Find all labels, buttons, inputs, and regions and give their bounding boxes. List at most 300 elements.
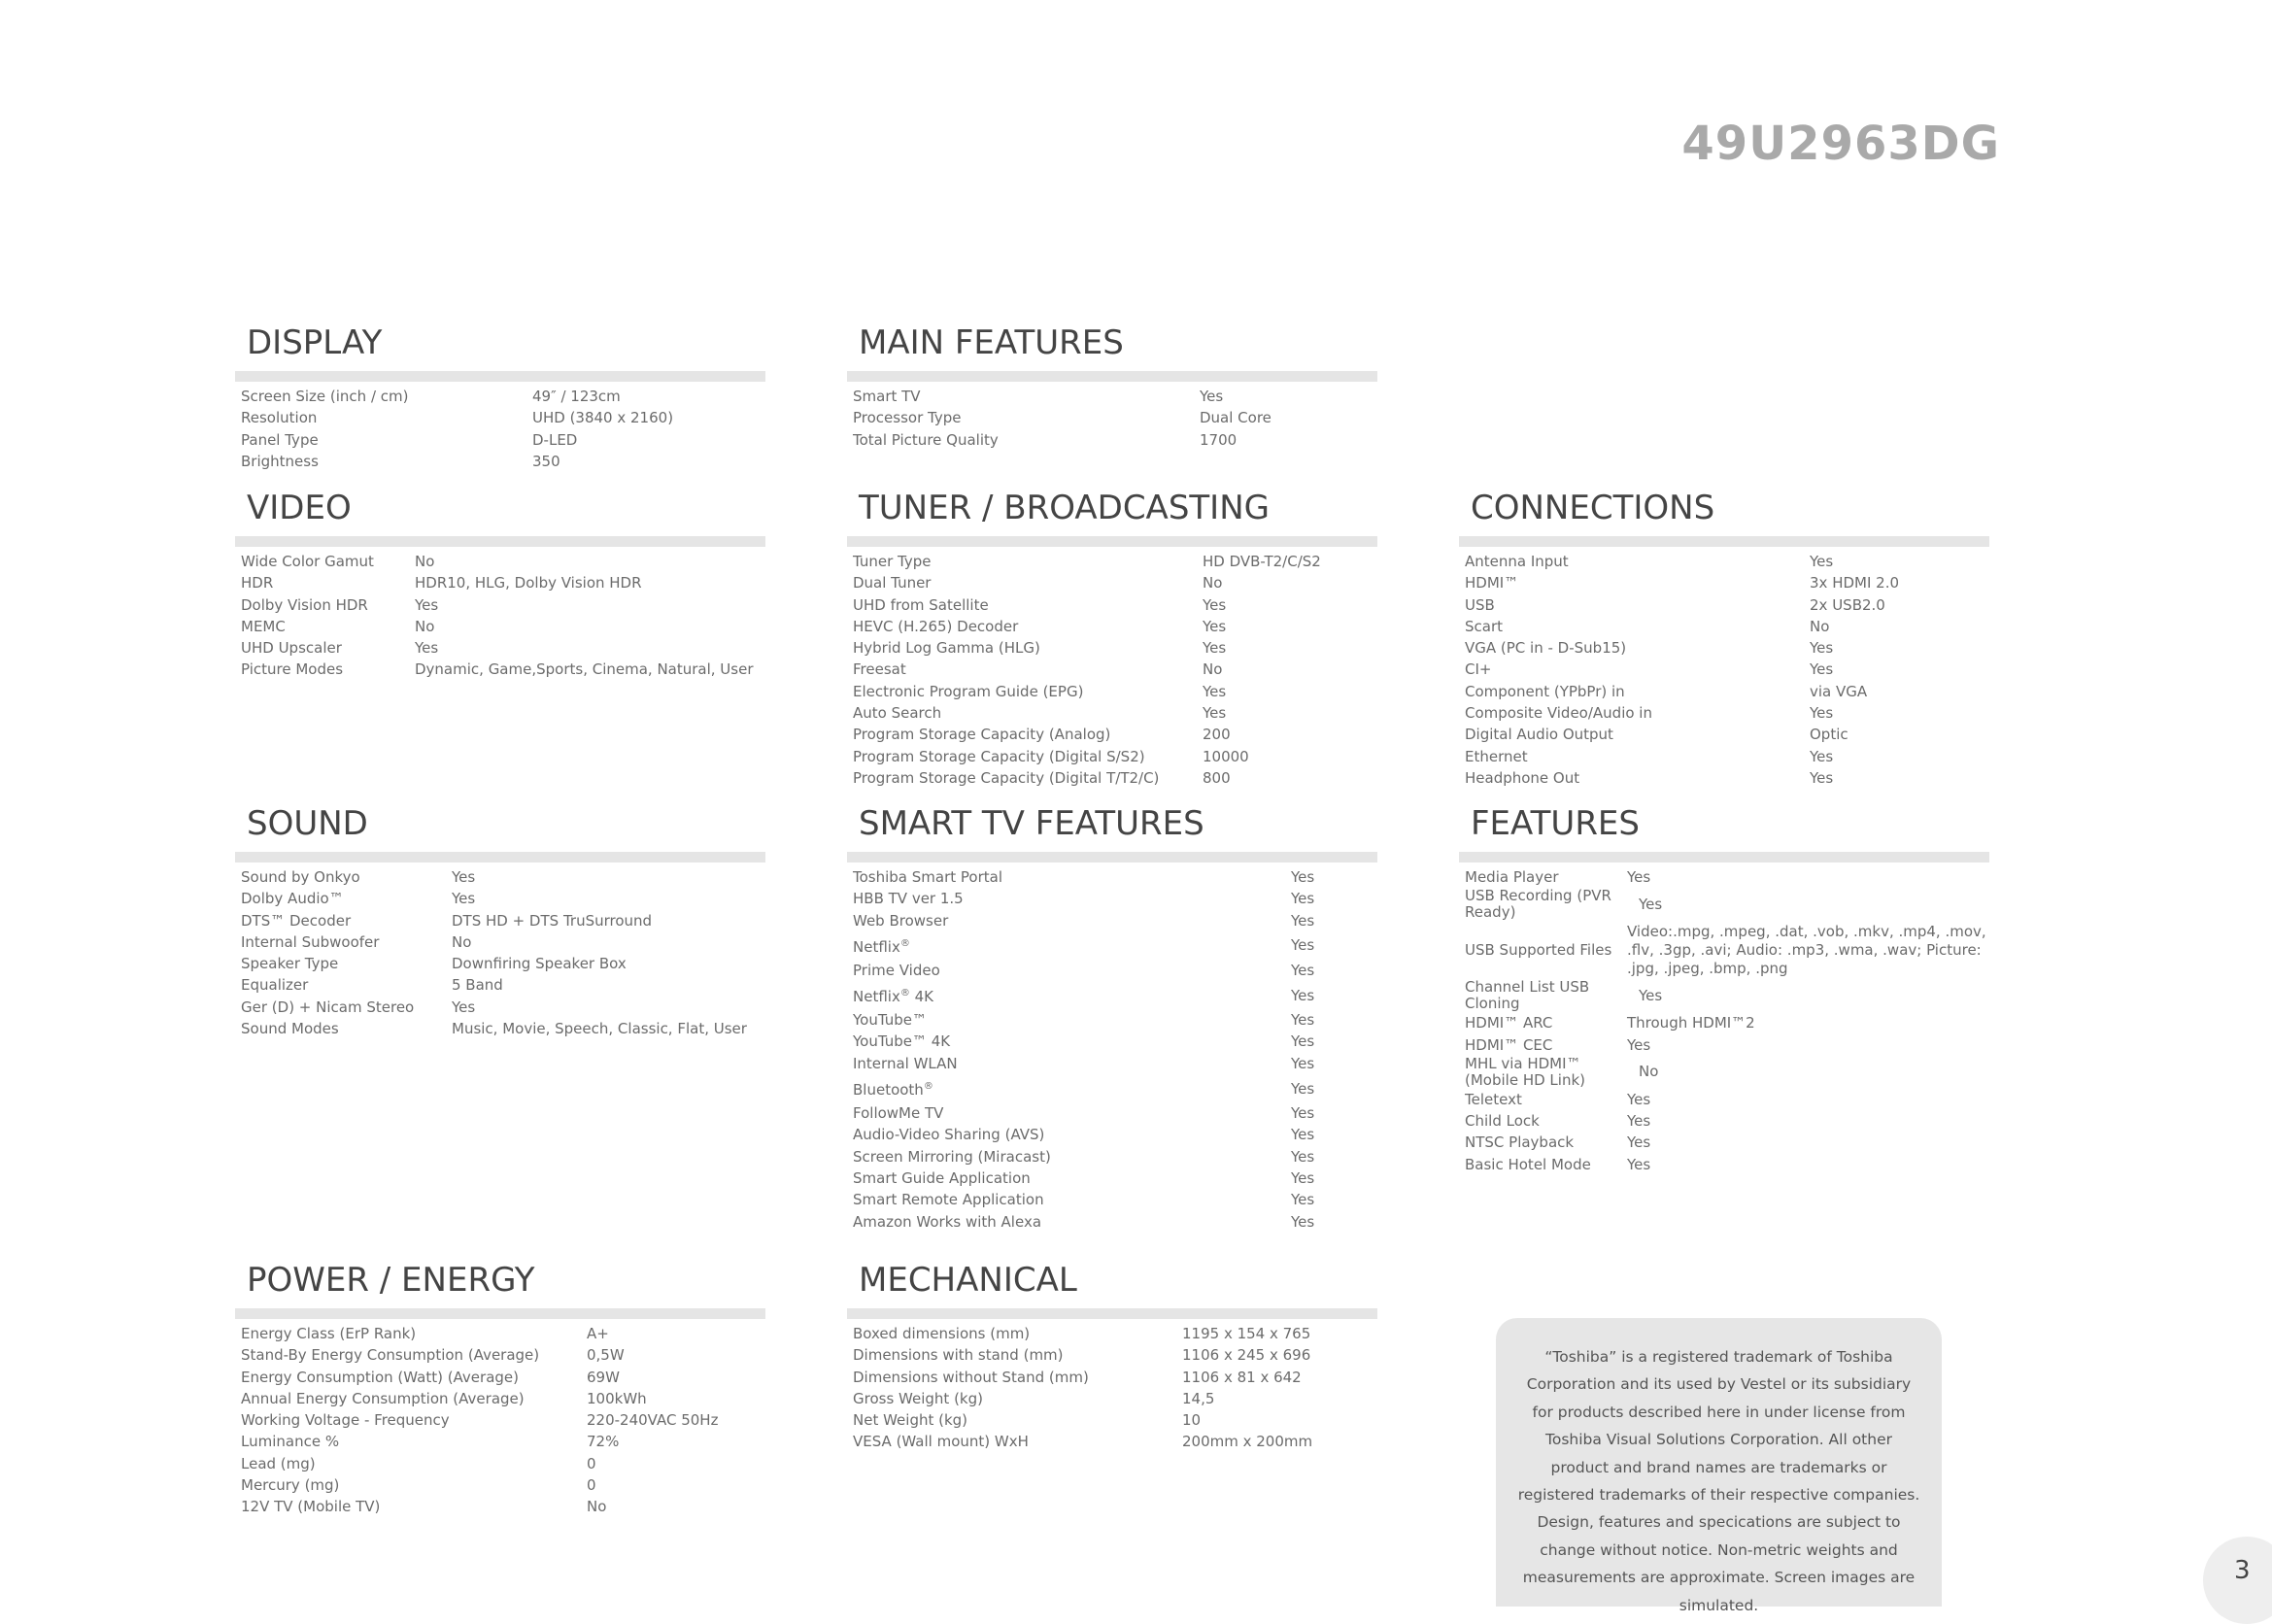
spec-label: Media Player [1465,868,1559,886]
section-divider [1459,852,1989,863]
spec-value: Yes [1291,1126,1315,1144]
spec-row [847,702,1377,724]
spec-value: via VGA [1810,682,1868,700]
spec-rows [847,1323,1377,1453]
spec-label: Screen Size (inch / cm) [241,388,409,405]
spec-label: HDMI™ ARC [1465,1014,1553,1032]
spec-row [235,1323,765,1344]
spec-label: Child Lock [1465,1112,1540,1131]
spec-row [235,1018,765,1039]
spec-row [847,746,1377,767]
spec-label: UHD from Satellite [853,595,989,614]
spec-label: USB Supported Files [1465,940,1612,959]
smart-tv-features-section [847,803,1377,1233]
spec-value: No [452,932,472,951]
spec-value: Yes [1291,911,1315,930]
spec-label: MHL via HDMI™ (Mobile HD Link) [1465,1054,1585,1089]
spec-row [235,1344,765,1366]
spec-value: Through HDMI™2 [1627,1014,1755,1032]
spec-label: Netflix® 4K [853,988,933,1006]
spec-label: FollowMe TV [853,1104,944,1123]
spec-rows [235,866,765,1039]
spec-label: Speaker Type [241,955,339,973]
spec-value: Yes [1203,682,1227,700]
spec-value: 350 [532,452,560,470]
spec-label: Web Browser [853,911,949,930]
spec-label: Brightness [241,452,319,470]
spec-row [235,551,765,572]
spec-row [1459,551,1989,572]
spec-value: Yes [1810,704,1834,723]
spec-row [1459,659,1989,680]
spec-value: Yes [1810,639,1834,658]
spec-row [1459,724,1989,745]
spec-value: Yes [1627,1090,1651,1108]
spec-label: Dolby Vision HDR [241,595,368,614]
section-title: MAIN FEATURES [859,323,1124,362]
spec-row [847,1053,1377,1074]
section-divider [235,536,765,547]
spec-value: HDR10, HLG, Dolby Vision HDR [415,574,642,592]
spec-value: Yes [1291,1032,1315,1051]
spec-rows [847,866,1377,1233]
spec-rows [1459,551,1989,789]
spec-value: No [1203,660,1223,679]
spec-value: Yes [1810,553,1834,570]
spec-row [235,594,765,616]
spec-label: Channel List USB Cloning [1465,978,1590,1013]
spec-row [847,1211,1377,1233]
spec-value: 200mm x 200mm [1182,1433,1313,1451]
spec-row [1459,1034,1989,1056]
spec-label: Bluetooth® [853,1081,933,1100]
spec-row [847,1031,1377,1052]
spec-label: Program Storage Capacity (Digital S/S2) [853,747,1145,765]
spec-label: Hybrid Log Gamma (HLG) [853,639,1040,658]
spec-label: USB [1465,595,1495,614]
spec-value: Yes [1627,868,1651,886]
spec-value: Yes [415,595,439,614]
spec-label: HDR [241,574,274,592]
spec-value: No [1639,1063,1659,1081]
spec-label: HBB TV ver 1.5 [853,890,964,908]
spec-label: HDMI™ [1465,574,1519,592]
spec-value: Yes [1810,768,1834,787]
spec-rows [847,551,1377,789]
spec-value: Dynamic, Game,Sports, Cinema, Natural, User [415,660,754,679]
spec-row [847,1009,1377,1031]
spec-row [235,1474,765,1496]
spec-row [847,1367,1377,1388]
spec-label: Teletext [1465,1090,1522,1108]
spec-value: No [415,617,435,635]
section-title: POWER / ENERGY [247,1261,535,1300]
section-title: FEATURES [1471,804,1641,843]
spec-label: Total Picture Quality [853,430,999,449]
spec-value: 1195 x 154 x 765 [1182,1325,1311,1342]
spec-value: Yes [1627,1035,1651,1054]
spec-row [847,594,1377,616]
spec-value: Yes [1291,890,1315,908]
spec-label: NTSC Playback [1465,1133,1575,1152]
spec-value: Yes [1203,617,1227,635]
spec-label: 12V TV (Mobile TV) [241,1498,381,1516]
spec-value: Yes [1291,1191,1315,1209]
spec-row [235,866,765,888]
spec-value: No [1810,617,1830,635]
spec-row [235,931,765,953]
spec-value: 800 [1203,768,1231,787]
spec-row [1459,888,1989,921]
spec-label: YouTube™ 4K [853,1032,951,1051]
spec-row [847,551,1377,572]
spec-value: Yes [1291,1054,1315,1072]
spec-label: Boxed dimensions (mm) [853,1325,1031,1342]
trademark-disclaimer: “Toshiba” is a registered trademark of Toshiba Corporation and its used by Vestel or its subsidiary for products described here in under license from Toshiba Visual Solutions Corporation. All other product and brand names are trademarks or registered trademarks of their respective companies. Design, features and specications are subject to change without notice. Non-metric weights and measurements are approximate. Screen images are simulated. [1496,1318,1942,1607]
spec-value: Yes [415,639,439,658]
spec-row [1459,1132,1989,1153]
spec-label: Ger (D) + Nicam Stereo [241,998,415,1016]
spec-label: YouTube™ [853,1011,927,1030]
spec-label: Dimensions with stand (mm) [853,1346,1064,1365]
spec-value: 3x HDMI 2.0 [1810,574,1900,592]
section-title: MECHANICAL [859,1261,1077,1300]
spec-value: 2x USB2.0 [1810,595,1885,614]
spec-label: USB Recording (PVR Ready) [1465,887,1611,922]
spec-value: Yes [1639,986,1663,1004]
spec-row [235,953,765,974]
spec-label: Dimensions without Stand (mm) [853,1368,1089,1386]
spec-row [235,451,765,472]
spec-value: Yes [1291,986,1315,1004]
model-number: 49U2963DG [1681,117,2000,171]
registered-mark: ® [899,937,910,949]
spec-row [847,981,1377,1009]
spec-row [235,386,765,407]
section-divider [847,852,1377,863]
spec-row [1459,1089,1989,1110]
spec-row [847,1074,1377,1102]
section-title: CONNECTIONS [1471,489,1715,527]
spec-rows [235,551,765,681]
spec-value: 0 [587,1454,596,1472]
spec-value: Optic [1810,726,1848,744]
spec-label: VESA (Wall mount) WxH [853,1433,1029,1451]
spec-label: UHD Upscaler [241,639,342,658]
spec-row [1459,1154,1989,1175]
spec-row [847,572,1377,593]
spec-label: Net Weight (kg) [853,1411,968,1430]
spec-label: Freesat [853,660,906,679]
spec-value: 100kWh [587,1389,647,1407]
spec-row [847,1409,1377,1431]
spec-label: Composite Video/Audio in [1465,704,1652,723]
spec-row [847,1388,1377,1409]
spec-row [847,1344,1377,1366]
section-divider [847,536,1377,547]
spec-label: Dolby Audio™ [241,890,344,908]
section-divider [235,371,765,382]
spec-row [1459,616,1989,637]
spec-row [1459,979,1989,1012]
spec-value: 72% [587,1433,620,1451]
spec-row [1459,1056,1989,1089]
display-section [235,322,765,472]
spec-value: 1106 x 81 x 642 [1182,1368,1302,1386]
spec-value: HD DVB-T2/C/S2 [1203,553,1321,570]
spec-label: Working Voltage - Frequency [241,1411,450,1430]
spec-row [1459,767,1989,789]
spec-row [235,1431,765,1452]
section-title: VIDEO [247,489,352,527]
spec-row [235,997,765,1018]
spec-row [235,1453,765,1474]
spec-row [847,1431,1377,1452]
spec-label: Component (YPbPr) in [1465,682,1625,700]
spec-row [847,616,1377,637]
spec-row [847,386,1377,407]
spec-row [847,1323,1377,1344]
spec-value: Video:.mpg, .mpeg, .dat, .vob, .mkv, .mp4, .mov, .flv, .3gp, .avi; Audio: .mp3, .wma, .wav; Picture: .jpg, .jpeg, .bmp, .png [1627,922,1986,977]
spec-value: Yes [1291,1011,1315,1030]
spec-row [847,866,1377,888]
section-title: SOUND [247,804,368,843]
connections-section [1459,488,1989,789]
spec-value: No [415,553,435,570]
mechanical-section [847,1260,1377,1453]
spec-row [235,1388,765,1409]
spec-value: Yes [1810,747,1834,765]
spec-value: Yes [1291,1104,1315,1123]
spec-value: Yes [1200,388,1224,405]
spec-row [235,572,765,593]
spec-label: Auto Search [853,704,942,723]
tuner-broadcasting-section [847,488,1377,789]
spec-row [235,1409,765,1431]
spec-row [235,429,765,451]
spec-row [847,637,1377,659]
spec-label: Wide Color Gamut [241,553,374,570]
spec-row [235,1367,765,1388]
spec-rows [1459,866,1989,1175]
spec-value: Yes [1203,704,1227,723]
spec-row [847,659,1377,680]
spec-value: Yes [452,998,476,1016]
spec-row [847,681,1377,702]
spec-row [847,1124,1377,1145]
spec-row [1459,681,1989,702]
spec-label: Netflix® [853,937,910,956]
spec-value: 0 [587,1476,596,1495]
spec-value: 10000 [1203,747,1249,765]
spec-value: Yes [1627,1155,1651,1173]
spec-label: MEMC [241,617,286,635]
spec-label: Resolution [241,409,318,427]
spec-label: Scart [1465,617,1504,635]
spec-value: 14,5 [1182,1389,1215,1407]
spec-value: Yes [452,868,476,886]
spec-label: Lead (mg) [241,1454,316,1472]
section-title: SMART TV FEATURES [859,804,1204,843]
spec-value: Music, Movie, Speech, Classic, Flat, User [452,1020,747,1038]
page-number: 3 [2234,1556,2251,1585]
spec-row [847,724,1377,745]
spec-label: Tuner Type [853,553,932,570]
power-energy-section [235,1260,765,1518]
spec-row [847,767,1377,789]
spec-value: 5 Band [452,976,503,995]
registered-mark: ® [899,988,910,999]
spec-row [1459,921,1989,979]
spec-rows [235,1323,765,1518]
spec-rows [235,386,765,472]
spec-row [1459,1110,1989,1132]
spec-value: Yes [1291,1079,1315,1098]
spec-label: Internal Subwoofer [241,932,380,951]
spec-value: Yes [1291,1168,1315,1187]
spec-row [847,407,1377,428]
spec-value: Yes [1291,1212,1315,1231]
spec-label: Smart Remote Application [853,1191,1044,1209]
spec-label: Prime Video [853,961,940,979]
spec-value: UHD (3840 x 2160) [532,409,674,427]
spec-row [847,1189,1377,1210]
spec-value: 200 [1203,726,1231,744]
spec-row [1459,637,1989,659]
spec-row [235,659,765,680]
spec-value: Yes [1291,1147,1315,1166]
spec-row [1459,702,1989,724]
features-section [1459,803,1989,1175]
spec-label: HEVC (H.265) Decoder [853,617,1019,635]
spec-label: Program Storage Capacity (Digital T/T2/C) [853,768,1160,787]
spec-label: Stand-By Energy Consumption (Average) [241,1346,540,1365]
spec-label: Electronic Program Guide (EPG) [853,682,1084,700]
spec-label: Equalizer [241,976,309,995]
registered-mark: ® [923,1081,933,1093]
spec-row [847,1102,1377,1124]
spec-label: Sound by Onkyo [241,868,360,886]
spec-label: Picture Modes [241,660,344,679]
section-divider [235,1308,765,1319]
spec-row [847,888,1377,909]
spec-value: Yes [1291,868,1315,886]
video-section [235,488,765,681]
section-divider [1459,536,1989,547]
spec-label: Antenna Input [1465,553,1569,570]
spec-value: 220-240VAC 50Hz [587,1411,719,1430]
spec-label: Gross Weight (kg) [853,1389,983,1407]
spec-value: 1106 x 245 x 696 [1182,1346,1311,1365]
spec-label: Internal WLAN [853,1054,958,1072]
spec-row [1459,1012,1989,1033]
spec-label: Annual Energy Consumption (Average) [241,1389,525,1407]
spec-label: Mercury (mg) [241,1476,340,1495]
spec-row [847,1146,1377,1167]
spec-label: HDMI™ CEC [1465,1035,1553,1054]
spec-value: 10 [1182,1411,1202,1430]
spec-label: Basic Hotel Mode [1465,1155,1591,1173]
spec-label: Program Storage Capacity (Analog) [853,726,1111,744]
spec-label: Ethernet [1465,747,1528,765]
spec-value: 1700 [1200,430,1238,449]
spec-label: Energy Consumption (Watt) (Average) [241,1368,519,1386]
spec-label: VGA (PC in - D-Sub15) [1465,639,1627,658]
spec-value: Yes [1291,961,1315,979]
spec-label: Smart TV [853,388,921,405]
spec-label: Luminance % [241,1433,340,1451]
spec-row [847,429,1377,451]
section-divider [847,1308,1377,1319]
spec-row [1459,746,1989,767]
spec-label: Processor Type [853,409,962,427]
spec-value: Yes [1627,1112,1651,1131]
spec-label: Dual Tuner [853,574,932,592]
spec-label: CI+ [1465,660,1492,679]
spec-row [235,888,765,909]
spec-value: A+ [587,1325,609,1342]
spec-row [1459,866,1989,888]
spec-row [235,407,765,428]
spec-value: Downfiring Speaker Box [452,955,627,973]
spec-value: Yes [1203,639,1227,658]
spec-value: Yes [452,890,476,908]
spec-label: Energy Class (ErP Rank) [241,1325,417,1342]
spec-label: Toshiba Smart Portal [853,868,1002,886]
spec-label: Screen Mirroring (Miracast) [853,1147,1051,1166]
spec-value: 69W [587,1368,620,1386]
spec-label: Audio-Video Sharing (AVS) [853,1126,1045,1144]
spec-row [847,960,1377,981]
section-divider [235,852,765,863]
section-divider [847,371,1377,382]
section-title: DISPLAY [247,323,383,362]
spec-value: Dual Core [1200,409,1272,427]
spec-label: Panel Type [241,430,319,449]
section-title: TUNER / BROADCASTING [859,489,1270,527]
main-features-section [847,322,1377,451]
spec-row [847,1167,1377,1189]
spec-value: Yes [1203,595,1227,614]
spec-row [847,931,1377,960]
spec-row [235,1496,765,1517]
spec-rows [847,386,1377,451]
spec-row [235,616,765,637]
spec-row [847,910,1377,931]
spec-value: Yes [1291,936,1315,955]
spec-value: No [587,1498,607,1516]
spec-label: DTS™ Decoder [241,911,352,930]
spec-row [1459,594,1989,616]
spec-value: 49″ / 123cm [532,388,621,405]
spec-value: Yes [1810,660,1834,679]
spec-value: DTS HD + DTS TruSurround [452,911,653,930]
spec-label: Amazon Works with Alexa [853,1212,1042,1231]
spec-row [235,974,765,996]
spec-label: Smart Guide Application [853,1168,1031,1187]
spec-label: Digital Audio Output [1465,726,1613,744]
spec-value: No [1203,574,1223,592]
spec-label: Sound Modes [241,1020,339,1038]
spec-value: Yes [1627,1133,1651,1152]
spec-value: 0,5W [587,1346,625,1365]
spec-value: Yes [1639,895,1663,913]
sound-section [235,803,765,1039]
spec-label: Headphone Out [1465,768,1580,787]
spec-row [235,910,765,931]
spec-row [1459,572,1989,593]
spec-value: D-LED [532,430,578,449]
